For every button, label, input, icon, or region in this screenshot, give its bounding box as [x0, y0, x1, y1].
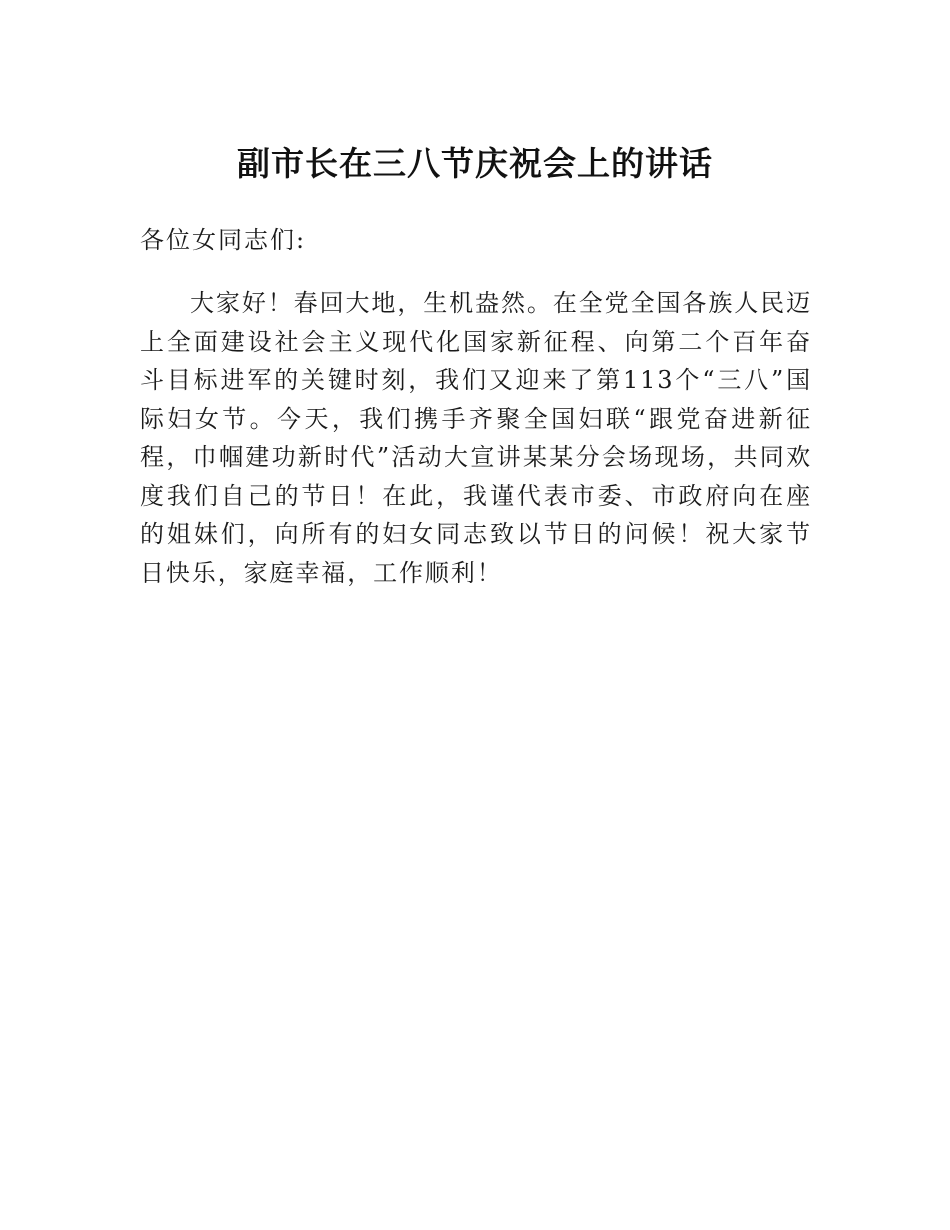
salutation: 各位女同志们:: [140, 226, 307, 254]
document-title: 副市长在三八节庆祝会上的讲话: [237, 144, 713, 183]
body-paragraph: 大家好！春回大地，生机盎然。在全党全国各族人民迈上全面建设社会主义现代化国家新征程、向第二个百年奋斗目标进军的关键时刻，我们又迎来了第113个“三八”国际妇女节。今天，我们携手齐聚全国妇联“跟党奋进新征程，巾帼建功新时代”活动大宣讲某某分会场现场，共同欢度我们自己的节日！在此，我谨代表市委、市政府向在座的姐妹们，向所有的妇女同志致以节日的问候！祝大家节日快乐，家庭幸福，工作顺利！: [140, 289, 812, 587]
